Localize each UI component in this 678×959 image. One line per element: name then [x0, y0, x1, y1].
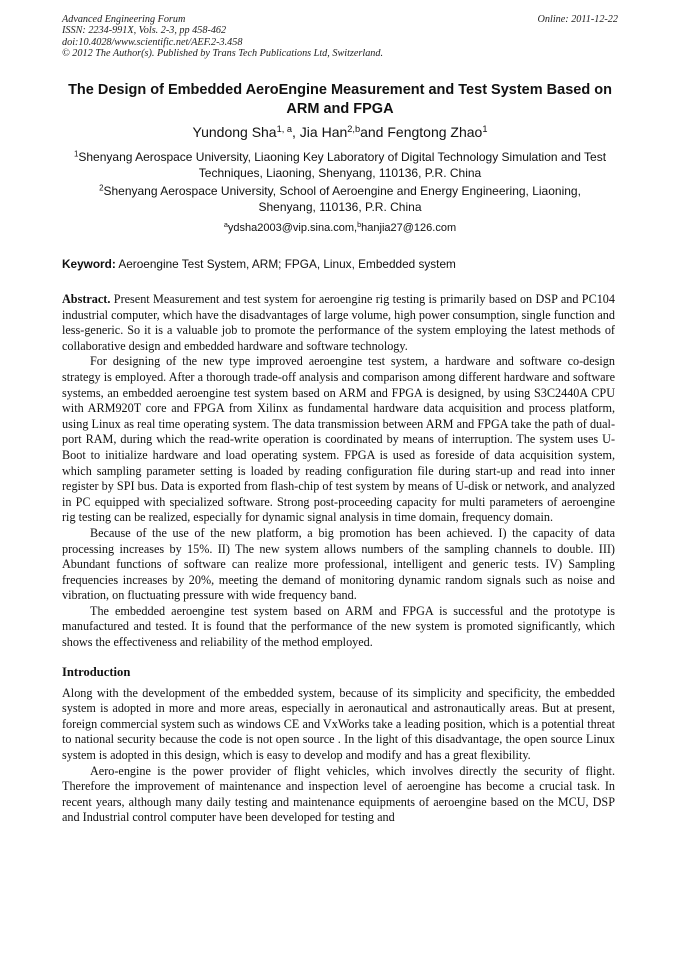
affiliation-mark: 2	[99, 183, 104, 193]
paper-title: The Design of Embedded AeroEngine Measurement and Test System Based on ARM and FPGA	[68, 82, 612, 117]
abstract-text: Present Measurement and test system for aeroengine rig testing is primarily based on DSP and PC104 industrial computer, which have the disadvantages of large volume, high power consumption, single function and less-generic. So it is a valuable job to promote the performance of the system employing the latest methods of collaborative design and embedded hardware and software technology.	[62, 292, 615, 353]
author-mark: 1	[482, 123, 488, 134]
keywords-text: Aeroengine Test System, ARM; FPGA, Linux, Embedded system	[115, 257, 456, 271]
email-link[interactable]: hanjia27@126.com	[361, 222, 457, 234]
online-date: Online: 2011-12-22	[537, 14, 618, 25]
paper-body	[62, 292, 615, 826]
affiliation-2	[70, 184, 610, 215]
author-mark: 2,b	[347, 123, 361, 134]
copyright-line: © 2012 The Author(s). Published by Trans Tech Publications Ltd, Switzerland.	[62, 48, 384, 60]
author-separator: and	[360, 124, 388, 140]
abstract-paragraph	[62, 292, 615, 354]
abstract-paragraph: For designing of the new type improved aeroengine test system, a hardware and software co-design strategy is employed. After a thorough trade-off analysis and comparison among different hardware and software systems, an embedded aeroengine test system based on ARM and FPGA is designed, by using S3C2440A CPU with ARM920T core and FPGA from Xilinx as fundamental hardware data acquisition and process platform, using Linux as real time operating system. The data transmission between ARM and FPGA take the path of dual-port RAM, during which the read-write operation is coordinated by means of interruption. The system uses U-Boot to initialize hardware and load operating system. FPGA is used as foreside of data acquisition system, which sampling parameter setting is loaded by reading configuration file during start-up and read into inner register by SPI bus. Data is exported from flash-chip of test system by means of U-disk or network, and analyzed in PC equipped with specialized software. Strong post-proceeding capacity for multi parameters of aeroengine rig testing can be realized, especially for dynamic signal analysis in time domain, frequency domain.	[62, 354, 615, 525]
keywords	[62, 257, 618, 271]
journal-header	[62, 14, 618, 60]
author-emails	[62, 221, 618, 235]
keywords-label: Keyword:	[62, 257, 116, 271]
author-name: Jia Han	[299, 124, 348, 140]
section-heading-introduction: Introduction	[62, 664, 131, 679]
doi-line: doi:10.4028/www.scientific.net/AEF.2-3.458	[62, 36, 243, 48]
email-mark: b	[357, 220, 362, 230]
author-name: Yundong Sha	[192, 124, 277, 140]
abstract-paragraph: Because of the use of the new platform, a big promotion has been achieved. I) the capacity of data processing increases by 15%. II) The new system allows numbers of the sampling channels to double. III) Abundant functions of software can realize more professional, intelligent and generic tests. IV) Sampling frequencies increases by 20%, meeting the demand of monitoring dynamic random signals such as noise and vibration, on fluctuating pressure with wide frequency band.	[62, 525, 615, 603]
author-mark: 1, a	[276, 123, 293, 134]
author-separator: ,	[292, 124, 300, 140]
issn-line: ISSN: 2234-991X, Vols. 2-3, pp 458-462	[62, 25, 227, 37]
author-name: Fengtong Zhao	[387, 124, 483, 140]
journal-name: Advanced Engineering Forum	[62, 14, 186, 25]
abstract-label: Abstract.	[62, 292, 111, 306]
affiliation-text: Shenyang Aerospace University, Liaoning Key Laboratory of Digital Technology Simulation and Test Techniques, Liaoning, Shenyang, 110136, P.R. China	[78, 150, 607, 180]
author-list	[62, 123, 618, 141]
affiliation-1	[70, 150, 610, 181]
affiliation-mark: 1	[73, 149, 79, 159]
abstract-paragraph: The embedded aeroengine test system based on ARM and FPGA is successful and the prototype is manufactured and tested. It is found that the performance of the new system is promoted significantly, which shows the effectiveness and reliability of the method employed.	[62, 603, 615, 650]
intro-paragraph: Aero-engine is the power provider of flight vehicles, which involves directly the security of flight. Therefore the improvement of maintenance and inspection level of aeroengine has become a crucial task. In recent years, although many daily testing and maintenance equipments of aeroengine based on the MCU, DSP and Industrial control computer have been developed for testing and	[62, 763, 615, 825]
intro-paragraph: Along with the development of the embedded system, because of its simplicity and specificity, the embedded system is adopted in more and more areas, especially in aeronautical and astronautically areas. But at present, foreign commercial system such as windows CE and VxWorks take a leading position, which is a potential threat to national security because the code is not open source . In the light of this disadvantage, the open source Linux system is adopted in this design, which is easy to develop and modify and has a great flexibility.	[62, 685, 615, 763]
email-mark: a	[223, 220, 228, 230]
affiliation-text: Shenyang Aerospace University, School of Aeroengine and Energy Engineering, Liaoning, Shenyang, 110136, P.R. China	[103, 184, 581, 214]
email-link[interactable]: ydsha2003@vip.sina.com,	[227, 222, 358, 234]
